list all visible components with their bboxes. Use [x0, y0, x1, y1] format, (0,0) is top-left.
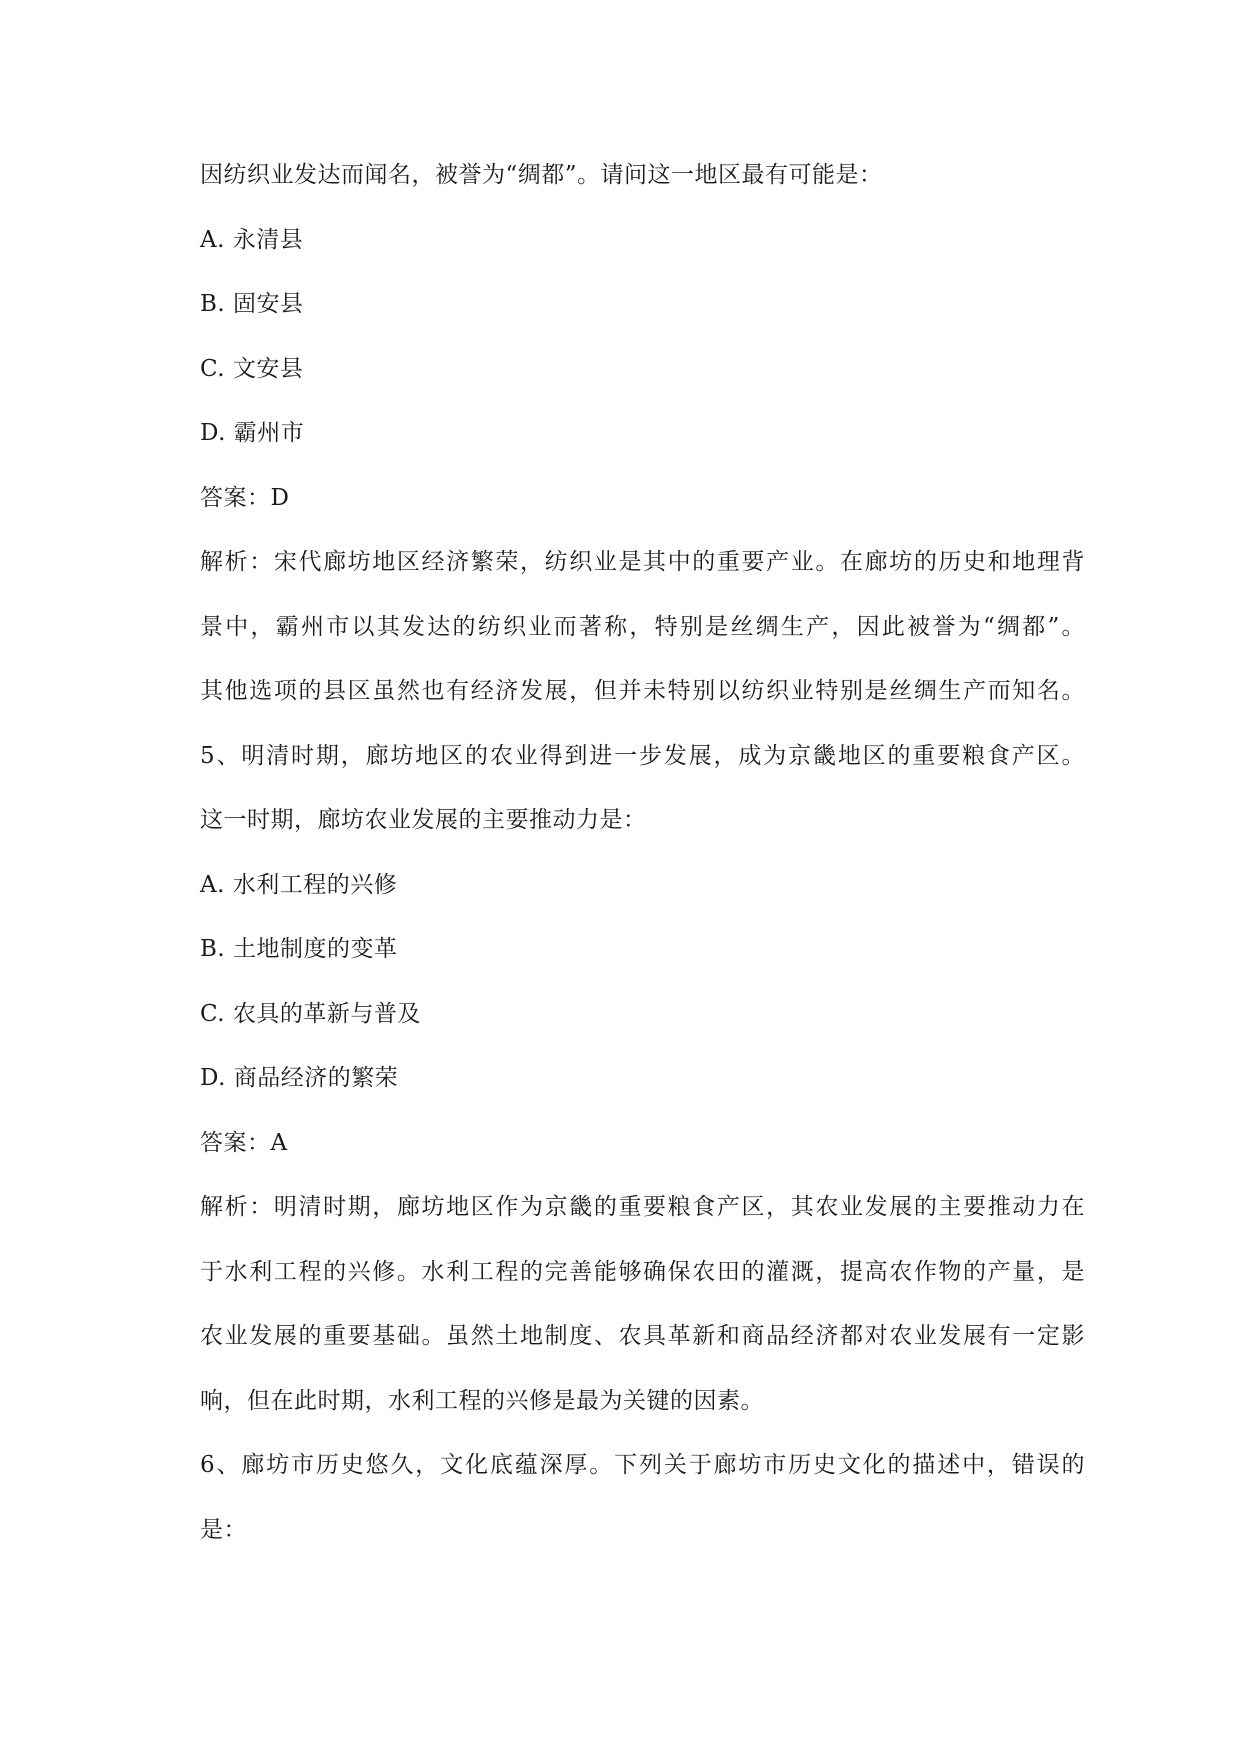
document-body: [200, 143, 1085, 1562]
q5-analysis-line-2: 于水利工程的兴修。水利工程的完善能够确保农田的灌溉，提高农作物的产量，是: [200, 1258, 1085, 1285]
q4-analysis-line-2: 景中，霸州市以其发达的纺织业而著称，特别是丝绸生产，因此被誉为“绸都”。: [200, 613, 1085, 640]
q4-answer: 答案：D: [200, 484, 290, 511]
q4-option-c: C. 文安县: [200, 355, 304, 382]
q5-stem-line-2: 这一时期，廊坊农业发展的主要推动力是：: [200, 807, 647, 833]
q5-option-a: A. 水利工程的兴修: [200, 871, 398, 898]
q4-option-d: D. 霸州市: [200, 420, 305, 446]
q5-stem-line-1: 5、明清时期，廊坊地区的农业得到进一步发展，成为京畿地区的重要粮食产区。: [200, 742, 1085, 769]
q6-stem-line-2: 是：: [200, 1516, 247, 1543]
q4-analysis-line-1: 解析：宋代廊坊地区经济繁荣，纺织业是其中的重要产业。在廊坊的历史和地理背: [200, 549, 1085, 575]
q5-option-c: C. 农具的革新与普及: [200, 1000, 421, 1027]
q4-analysis-line-3: 其他选项的县区虽然也有经济发展，但并未特别以纺织业特别是丝绸生产而知名。: [200, 678, 1085, 704]
q5-option-d: D. 商品经济的繁荣: [200, 1065, 399, 1091]
q4-option-b: B. 固安县: [200, 291, 304, 317]
q5-analysis-line-3: 农业发展的重要基础。虽然土地制度、农具革新和商品经济都对农业发展有一定影: [200, 1323, 1085, 1349]
q5-analysis-line-4: 响，但在此时期，水利工程的兴修是最为关键的因素。: [200, 1387, 764, 1414]
q5-answer: 答案：A: [200, 1129, 288, 1156]
q5-option-b: B. 土地制度的变革: [200, 936, 398, 962]
q4-stem-tail: 因纺织业发达而闻名，被誉为“绸都”。请问这一地区最有可能是：: [200, 162, 883, 188]
q4-option-a: A. 永清县: [200, 226, 304, 253]
q6-stem-line-1: 6、廊坊市历史悠久，文化底蕴深厚。下列关于廊坊市历史文化的描述中，错误的: [200, 1452, 1085, 1478]
q5-analysis-line-1: 解析：明清时期，廊坊地区作为京畿的重要粮食产区，其农业发展的主要推动力在: [200, 1194, 1085, 1220]
